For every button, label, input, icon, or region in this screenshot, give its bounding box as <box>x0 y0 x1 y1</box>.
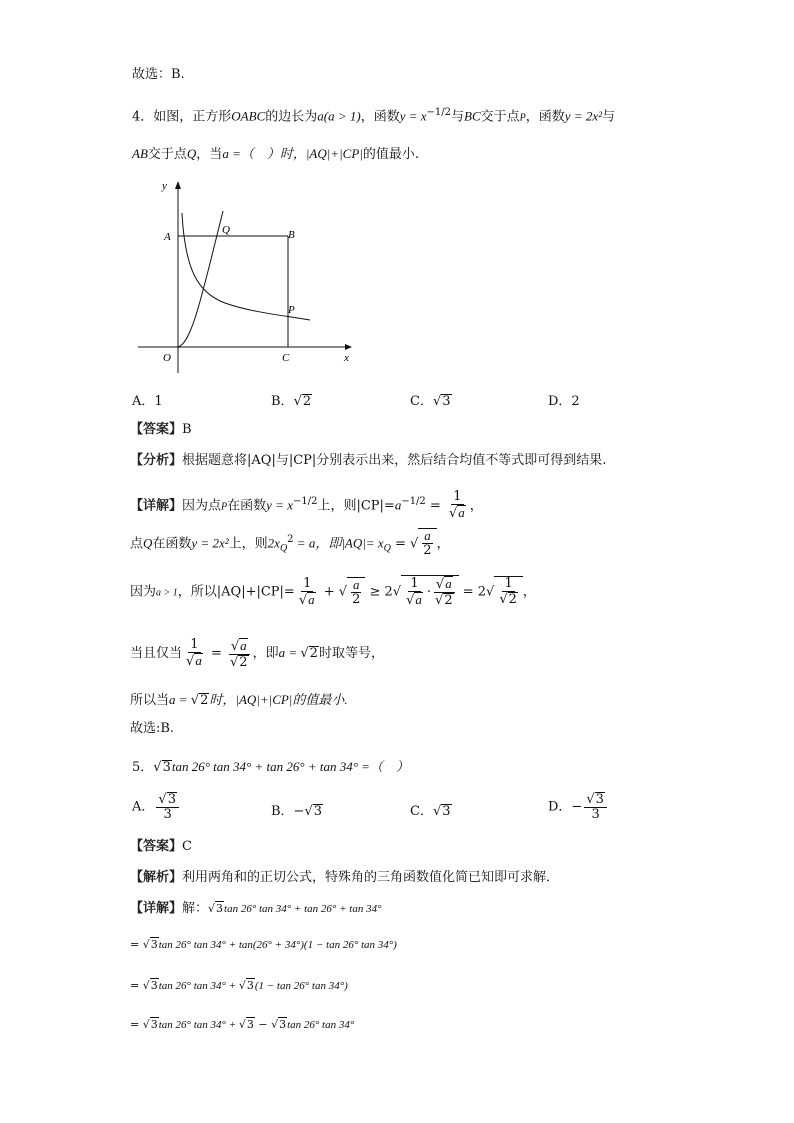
q4-detail-line1: 【详解】因为点P在函数$y = x^{-1/2}$上，则$|CP|=a^{-1/2}$ = $\frac{1}{√a}$ ， <box>130 489 483 522</box>
analysis-tag: 【分析】 <box>130 453 183 468</box>
q5-detail-lead: 【详解】解：√3tan 26° tan 34° + tan 26° + tan 34° <box>130 901 382 916</box>
q5-step1: = √3tan 26° tan 34° + tan(26° + 34°)(1 − tan 26° tan 34°) <box>130 938 397 951</box>
q4-detail-line5: 所以当a = √2时，|AQ|+|CP|的值最小. <box>130 692 348 708</box>
x-axis-arrow <box>345 344 352 350</box>
label-a: A <box>164 231 171 243</box>
label-p: P <box>288 304 295 316</box>
previous-conclusion: 故选：B. <box>132 67 185 82</box>
q5-number: 5． <box>132 760 154 775</box>
q4-stem-line2: AB交于点Q，当a =（ ）时，|AQ|+|CP|的值最小. <box>132 146 419 162</box>
label-b: B <box>288 229 295 241</box>
q4-option-b: B．√2 <box>271 394 312 409</box>
q4-conclusion: 故选:B. <box>130 721 175 736</box>
q4-figure <box>130 175 360 375</box>
q5-step2: = √3tan 26° tan 34° + √3(1 − tan 26° tan 34°) <box>130 979 348 992</box>
detail-tag: 【详解】 <box>130 498 183 514</box>
q5-option-b: B．−√3 <box>271 804 323 819</box>
q5-analysis: 【解析】利用两角和的正切公式，特殊角的三角函数值化简已知即可求解． <box>130 870 560 885</box>
q4-answer: 【答案】B <box>130 422 192 437</box>
q5-answer: 【答案】C <box>130 839 192 854</box>
q4-option-a: A．1 <box>132 394 163 409</box>
q4-analysis: 【分析】根据题意将|AQ|与|CP|分别表示出来，然后结合均值不等式即可得到结果. <box>130 453 607 468</box>
q5-option-c: C．√3 <box>410 804 451 819</box>
q4-detail-line2: 点Q在函数y = 2x²上，则$2x_Q^2 = a$，即$|AQ|= x_Q$ = √ $\frac{a}{2}$ ， <box>130 528 450 559</box>
q4-detail-line4: 当且仅当 $\frac{1}{√a}$ = $\frac{√a}{√2}$ ，即a = √2时取等号， <box>130 637 384 670</box>
label-c: C <box>282 352 290 364</box>
q4-number: 4． <box>132 109 154 125</box>
q4-option-d: D．2 <box>548 394 580 409</box>
q5-step3: = √3tan 26° tan 34° + √3 − √3tan 26° tan 34° <box>130 1018 355 1031</box>
q5-option-a: A． $\frac{√3}{3}$ <box>132 792 181 822</box>
y-axis-arrow <box>175 181 181 189</box>
q4-stem-line1: 4．如图，正方形OABC的边长为a(a > 1)，函数$y = x^{-1/2}$与BC交于点P，函数y = 2x²与 <box>132 107 616 125</box>
curve-parabola <box>178 211 223 347</box>
label-q: Q <box>222 224 230 236</box>
q5-stem: 5．√3tan 26° tan 34° + tan 26° + tan 34° =（ ） <box>132 759 409 775</box>
q5-option-d: D．− $\frac{√3}{3}$ <box>548 792 609 822</box>
q4-detail-line3: 因为a > 1，所以|AQ|+|CP|= $\frac{1}{√a}$ + √ $\frac{a}{2}$ ≥ 2√ $\frac{1}{√a}$ · $\frac{√a}{√2}$ = 2√ $\frac{1}{√2}$ ， <box>130 575 536 608</box>
label-o: O <box>163 352 171 364</box>
label-x: x <box>344 352 349 364</box>
answer-tag: 【答案】 <box>130 422 183 437</box>
label-y: y <box>162 180 167 192</box>
q4-option-c: C．√3 <box>410 394 451 409</box>
